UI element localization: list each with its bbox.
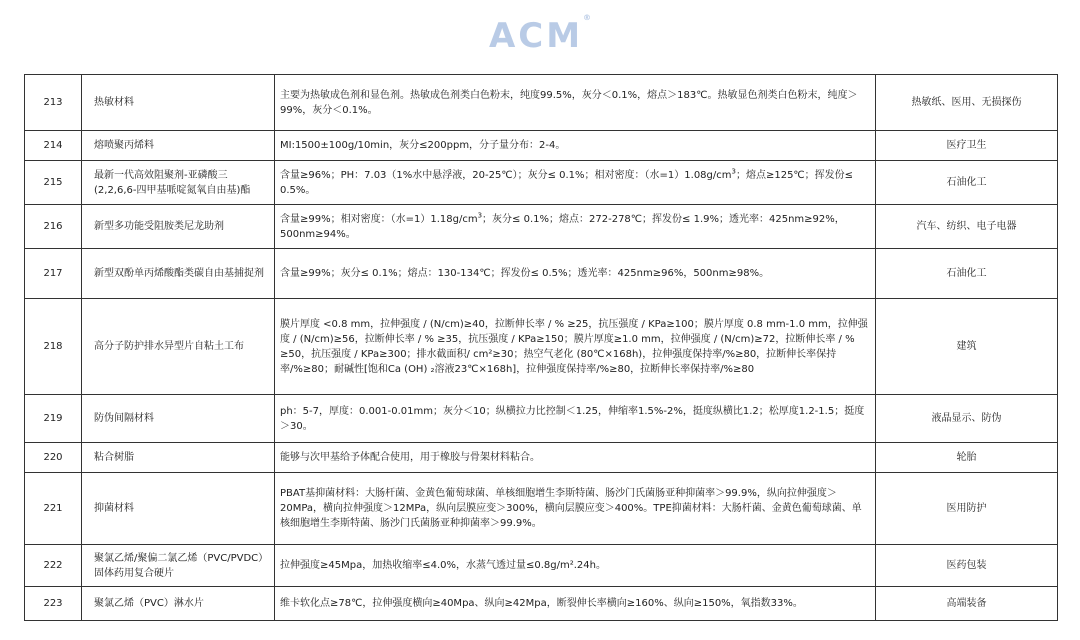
table-row	[25, 205, 1058, 249]
material-spec: ph：5-7，厚度：0.001-0.01mm；灰分＜10；纵横拉力比控制＜1.25，伸缩率1.5%-2%，挺度纵横比1.2；松厚度1.2-1.5；挺度＞30。	[275, 395, 876, 443]
application-field: 石油化工	[876, 161, 1058, 205]
material-spec: PBAT基抑菌材料：大肠杆菌、金黄色葡萄球菌、单核细胞增生李斯特菌、肠沙门氏菌肠亚种抑菌率＞99.9%，纵向拉伸强度＞20MPa，横向拉伸强度＞12MPa，纵向层膜应变＞300%，横向层膜应变＞400%。TPE抑菌材料：大肠杆菌、金黄色葡萄球菌、单核细胞增生李斯特菌、肠沙门氏菌肠亚种抑菌率＞99.9%。	[275, 473, 876, 545]
material-name: 粘合树脂	[82, 443, 275, 473]
row-number: 222	[25, 545, 82, 587]
acmi-logo: ACM®	[488, 13, 592, 56]
material-spec: 含量≥99%；相对密度：（水$=1)1.18g/cm^3$；灰分≤ 0.1%；熔点：272-278℃；挥发份≤ 1.9%；透光率：425nm≥92%，500nm≥94%。	[275, 205, 876, 249]
table-row	[25, 131, 1058, 161]
application-field: 石油化工	[876, 249, 1058, 299]
material-name: 高分子防护排水异型片自粘土工布	[82, 299, 275, 395]
table-row	[25, 473, 1058, 545]
material-name: 防伪间隔材料	[82, 395, 275, 443]
material-name: 最新一代高效阻聚剂-亚磷酸三(2,2,6,6-四甲基哌啶氮氧自由基)酯	[82, 161, 275, 205]
application-field: 医药包装	[876, 545, 1058, 587]
row-number: 216	[25, 205, 82, 249]
application-field: 医用防护	[876, 473, 1058, 545]
table-row	[25, 443, 1058, 473]
material-name: 抑菌材料	[82, 473, 275, 545]
material-spec: 维卡软化点≥78℃，拉伸强度横向≥40Mpa、纵向≥42Mpa，断裂伸长率横向≥160%、纵向≥150%，氧指数33%。	[275, 587, 876, 621]
row-number: 221	[25, 473, 82, 545]
application-field: 高端装备	[876, 587, 1058, 621]
material-name: 聚氯乙烯（PVC）淋水片	[82, 587, 275, 621]
row-number: 220	[25, 443, 82, 473]
table-row	[25, 587, 1058, 621]
row-number: 213	[25, 75, 82, 131]
application-field: 液晶显示、防伪	[876, 395, 1058, 443]
material-spec: 主要为热敏成色剂和显色剂。热敏成色剂类白色粉末，纯度99.5%，灰分＜0.1%，熔点＞183℃。热敏显色剂类白色粉末，纯度＞99%，灰分＜0.1%。	[275, 75, 876, 131]
table-row	[25, 249, 1058, 299]
application-field: 汽车、纺织、电子电器	[876, 205, 1058, 249]
application-field: 医疗卫生	[876, 131, 1058, 161]
material-spec: 含量≥96%；PH：7.03（1%水中悬浮液，20-25℃）；灰分≤ 0.1%；相对密度：（水$=1)1.08g/cm^3$；熔点≥125℃；挥发份≤ 0.5%。	[275, 161, 876, 205]
application-field: 热敏纸、医用、无损探伤	[876, 75, 1058, 131]
row-number: 218	[25, 299, 82, 395]
table-row	[25, 75, 1058, 131]
material-spec: 能够与次甲基给予体配合使用，用于橡胶与骨架材料粘合。	[275, 443, 876, 473]
application-field: 轮胎	[876, 443, 1058, 473]
material-name: 聚氯乙烯/聚偏二氯乙烯（PVC/PVDC）固体药用复合硬片	[82, 545, 275, 587]
row-number: 223	[25, 587, 82, 621]
material-spec: 膜片厚度 <0.8 mm，拉伸强度 / (N/cm)≥40，拉断伸长率 / % ≥25，抗压强度 / KPa≥100；膜片厚度 0.8 mm-1.0 mm，拉伸强度 / (N/cm)≥56，拉断伸长率 / % ≥35，抗压强度 / KPa≥150；膜片厚度≥1.0 mm，拉伸强度 / (N/cm)≥72，拉断伸长率 / % ≥50，抗压强度 / KPa≥300；排水截面积/ cm²≥30；热空气老化 (80℃×168h)，拉伸强度保持率/%≥80，拉断伸长率保持率/%≥80；耐碱性[饱和Ca (OH) ₂溶液23℃×168h]，拉伸强度保持率/%≥80，拉断伸长率保持率/%≥80	[275, 299, 876, 395]
table-row	[25, 161, 1058, 205]
materials-table	[24, 74, 1058, 621]
application-field: 建筑	[876, 299, 1058, 395]
table-row	[25, 545, 1058, 587]
row-number: 217	[25, 249, 82, 299]
material-spec: 拉伸强度≥45Mpa，加热收缩率≤4.0%，水蒸气透过量≤0.8g/m².24h。	[275, 545, 876, 587]
table-row	[25, 395, 1058, 443]
material-name: 热敏材料	[82, 75, 275, 131]
row-number: 215	[25, 161, 82, 205]
material-name: 新型多功能受阻胺类尼龙助剂	[82, 205, 275, 249]
table-row	[25, 299, 1058, 395]
material-spec: 含量≥99%；灰分≤ 0.1%；熔点：130-134℃；挥发份≤ 0.5%；透光率：425nm≥96%，500nm≥98%。	[275, 249, 876, 299]
row-number: 219	[25, 395, 82, 443]
material-name: 新型双酚单丙烯酸酯类碳自由基捕捉剂	[82, 249, 275, 299]
material-name: 熔喷聚丙烯料	[82, 131, 275, 161]
material-spec: MI:1500±100g/10min，灰分≤200ppm，分子量分布：2-4。	[275, 131, 876, 161]
row-number: 214	[25, 131, 82, 161]
